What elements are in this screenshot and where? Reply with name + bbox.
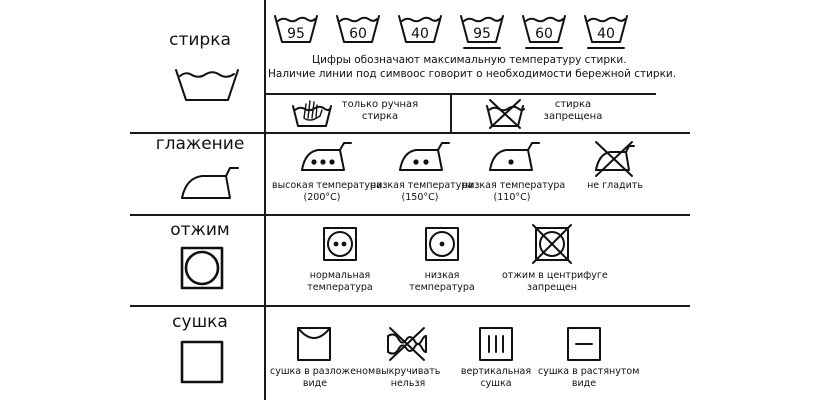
grid-divider-spin xyxy=(130,305,690,307)
wash-temp-label: 40 xyxy=(411,26,429,42)
dry-stretched-caption-line2: виде xyxy=(571,378,597,389)
dry-flat-caption-line1: сушка в разложеном xyxy=(270,366,376,377)
grid-divider-ironing xyxy=(130,214,690,216)
no-wring-caption-line2: нельзя xyxy=(390,378,426,389)
iron-medium-caption xyxy=(370,180,474,204)
hand-wash-caption-line2: стирка xyxy=(361,111,399,122)
no-wash-icon xyxy=(484,98,526,130)
dry-vertical-caption-line1: вертикальная xyxy=(460,366,532,377)
wash-temp-label: 40 xyxy=(597,26,615,42)
spin-low-caption-line2: температура xyxy=(409,282,475,293)
section-label-drying: сушка xyxy=(172,312,228,332)
spin-normal-icon xyxy=(322,226,358,262)
section-label-ironing: глажение xyxy=(155,134,245,154)
no-spin-caption-line2: запрещен xyxy=(527,282,577,293)
dry-vertical-icon xyxy=(478,326,514,362)
dry-stretched-caption-line1: сушка в растянутом xyxy=(538,366,640,377)
dry-vertical-caption-line2: сушка xyxy=(480,378,512,389)
wash-tub-40-gentle-icon xyxy=(582,10,630,52)
grid-divider-wash-sub-vertical xyxy=(450,93,452,132)
spin-square-icon xyxy=(180,246,224,290)
iron-high-caption-line2: (200°C) xyxy=(303,192,341,203)
iron-low-temp-icon xyxy=(486,140,542,174)
wash-temp-label: 95 xyxy=(473,26,491,42)
dry-square-icon xyxy=(180,340,224,384)
spin-low-caption xyxy=(402,270,482,294)
spin-low-icon xyxy=(424,226,460,262)
wash-temp-label: 60 xyxy=(349,26,367,42)
no-spin-icon xyxy=(532,224,572,264)
iron-medium-caption-line1: низкая температура xyxy=(370,180,474,191)
iron-icon xyxy=(176,162,242,204)
wash-note-line1: Цифры обозначают максимальную температуру стирки. xyxy=(312,54,627,66)
hand-wash-caption-line1: только ручная xyxy=(341,99,419,110)
wash-tub-icon xyxy=(172,60,242,105)
dry-flat-icon xyxy=(296,326,332,362)
no-wring-icon xyxy=(384,326,430,362)
no-spin-caption-line1: отжим в центрифуге xyxy=(502,270,608,281)
wash-tub-40-icon xyxy=(396,10,444,46)
wash-temp-label: 95 xyxy=(287,26,305,42)
dry-flat-caption-line2: виде xyxy=(302,378,328,389)
iron-medium-caption-line2: (150°C) xyxy=(401,192,439,203)
dry-vertical-caption xyxy=(456,366,536,390)
no-wash-caption xyxy=(538,99,608,123)
dry-flat-caption xyxy=(270,366,376,390)
iron-low-caption xyxy=(462,180,566,204)
iron-low-caption-line2: (110°C) xyxy=(493,192,531,203)
grid-divider-vertical xyxy=(264,0,266,400)
no-iron-icon xyxy=(592,140,636,178)
dry-stretched-caption xyxy=(538,366,640,390)
spin-normal-caption-line2: температура xyxy=(307,282,373,293)
iron-high-temp-icon xyxy=(298,140,354,174)
iron-high-caption xyxy=(272,180,382,204)
spin-normal-caption-line1: нормальная xyxy=(309,270,371,281)
iron-low-caption-line1: низкая температура xyxy=(462,180,566,191)
section-label-washing: стирка xyxy=(169,30,231,50)
spin-normal-caption xyxy=(300,270,380,294)
grid-divider-wash-sub xyxy=(264,93,656,95)
iron-high-caption-line1: высокая температура xyxy=(272,180,382,191)
section-label-spin: отжим xyxy=(170,220,230,240)
wash-tub-95-icon xyxy=(272,10,320,46)
hand-wash-icon xyxy=(290,96,334,130)
hand-wash-caption xyxy=(340,99,420,123)
dry-stretched-icon xyxy=(566,326,602,362)
no-wash-caption-line2: запрещена xyxy=(543,111,603,122)
spin-low-caption-line1: низкая xyxy=(424,270,460,281)
no-wring-caption-line1: выкручивать xyxy=(375,366,441,377)
wash-temp-label: 60 xyxy=(535,26,553,42)
no-spin-caption xyxy=(502,270,608,294)
wash-tub-95-gentle-icon xyxy=(458,10,506,52)
wash-tub-60-gentle-icon xyxy=(520,10,568,52)
iron-medium-temp-icon xyxy=(396,140,452,174)
no-iron-caption: не гладить xyxy=(587,180,643,191)
wash-tub-60-icon xyxy=(334,10,382,46)
no-wash-caption-line1: стирка xyxy=(554,99,592,110)
wash-note-line2: Наличие линии под симвоос говорит о необходимости бережной стирки. xyxy=(268,68,677,80)
no-wring-caption xyxy=(370,366,446,390)
